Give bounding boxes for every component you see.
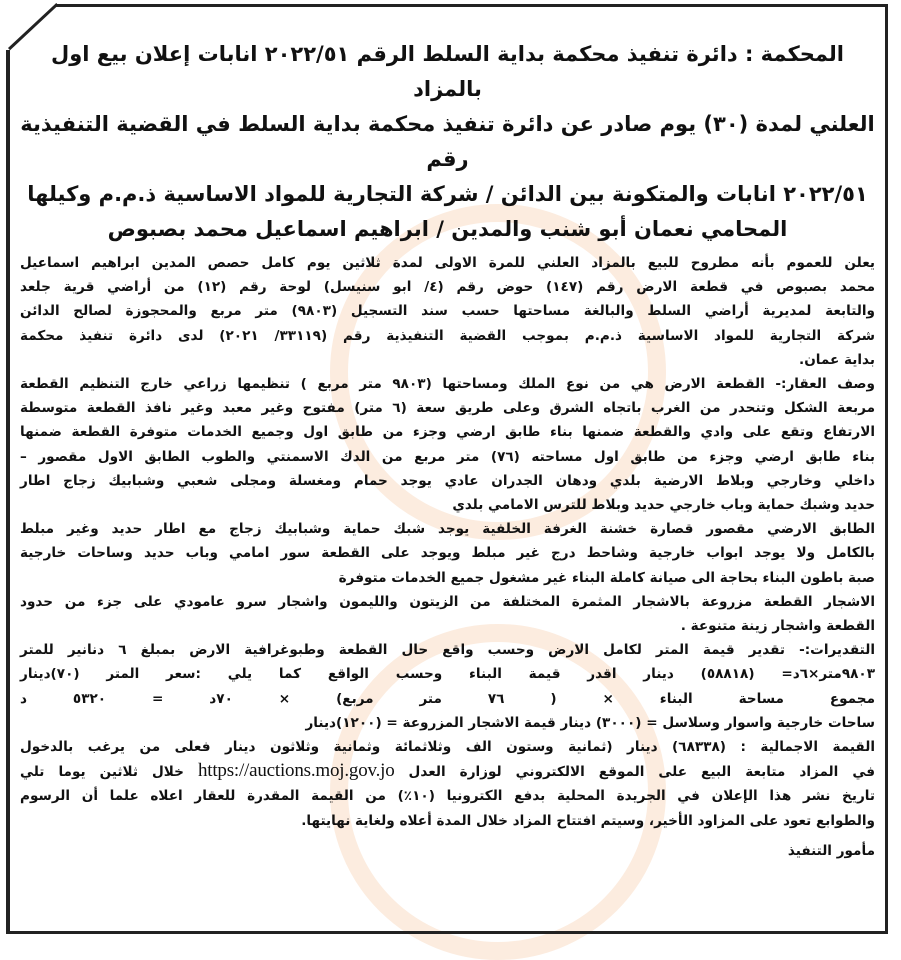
text-line: ٩٨٠٣متر×٦د= (٥٨٨١٨) دينار اقدر قيمة البناء وحسب الواقع كما يلي :سعر المتر (٧٠)دينار (20, 666, 876, 683)
text-line: تاريخ نشر هذا الإعلان في الجريدة المحلية بدفع الكترونيا (١٠٪) من القيمة المقدرة للعقار اعلاه علما أن الرسوم (20, 788, 875, 805)
text-line: القيمة الاجمالية : (٦٨٣٣٨) دينار (ثمانية وستون الف وثلاثمائة وثمانية وثلاثون دينار فعلى من يرغب بالدخول (20, 739, 875, 756)
auction-website-link[interactable]: https://auctions.moj.gov.jo (197, 760, 395, 782)
headline-line: العلني لمدة (٣٠) يوم صادر عن دائرة تنفيذ محكمة بداية السلط في القضية التنفيذية رقم (20, 112, 875, 171)
text-line: والتابعة لمديرية أراضي السلط والبالغة مساحتها حسب سند التسجيل (٩٨٠٣) متر مربع والمحجوزة لصالح الدائن (20, 303, 875, 320)
paragraph (20, 251, 875, 372)
text-line: بداية عمان. (799, 351, 875, 368)
signature: مأمور التنفيذ (787, 842, 875, 859)
headline-line: المحكمة : دائرة تنفيذ محكمة بداية السلط الرقم ٢٠٢٢/٥١ انابات إعلان بيع اول بالمزاد (50, 42, 845, 101)
text-segment: في المزاد متابعة البيع على الموقع الالكتروني لوزارة العدل (408, 764, 876, 781)
text-line: يعلن للعموم بأنه مطروح للبيع بالمزاد العلني للمرة الاولى لمدة ثلاثين يوم كامل حصص المدين ابراهيم اسماعيل (20, 255, 875, 271)
text-line: بناء طابق ارضي وجزء من طابق اول مساحته (٧٦) متر مربع من الدك الاسمنتي والطوب الطابق الاول مقصور – (20, 448, 875, 465)
paragraph (20, 638, 875, 735)
paragraph (20, 372, 875, 517)
text-line: محمد بصبوص في قطعة الارض رقم (١٤٧) حوض رقم (٤/ ابو سنيسل) لوحة رقم (١٢) من أراضي قرية جلعد (20, 279, 876, 296)
text-line: شركة التجارية للمواد الاساسية ذ.م.م بموجب القضية التنفيذية رقم (٣٣١١٩/ ٢٠٢١) لدى دائرة تنفيذ محكمة (20, 327, 875, 344)
text-line: القطعة واشجار زينة متنوعة . (680, 618, 875, 635)
text-line: صبة باطون البناء بحاجة الى صيانة كاملة البناء غير مشغول جميع الخدمات متوفرة (338, 569, 875, 586)
text-line: والطوابع تعود على المزاود الأخير، وسيتم افتتاح المزاد خلال المدة أعلاه ولغاية نهايتها. (301, 812, 875, 829)
headline-line: المحامي نعمان أبو شنب والمدين / ابراهيم اسماعيل محمد بصبوص (107, 217, 788, 241)
text-line: الارتفاع وتقع على وادي والقطعة ضمنها بناء طابق ارضي وجزء من طابق اول وجميع الخدمات متوفرة القطعة ضمنها (20, 424, 875, 441)
text-line: وصف العقار:- القطعة الارض هي من نوع الملك ومساحتها (٩٨٠٣ متر مربع ) تنظيمها زراعي خارج التنظيم القطعة (20, 376, 875, 393)
notice-headline (20, 37, 875, 247)
text-line: الاشجار القطعة مزروعة بالاشجار المثمرة المختلفة من الزيتون والليمون واشجار سرو عامودي على جزء من حدود (20, 593, 875, 610)
paragraph (20, 735, 875, 833)
notice-frame (6, 4, 888, 934)
headline-line: ٢٠٢٢/٥١ انابات والمتكونة بين الدائن / شركة التجارية للمواد الاساسية ذ.م.م وكيلها (27, 182, 868, 206)
text-line: بالكامل ولا يوجد ابواب خارجية وشاحط درج غير مبلط ويوجد على القطعة سور امامي وباب حديد وساحات خارجية (20, 545, 875, 562)
text-line: داخلي وخارجي وبلاط الارضية بلدي ودهان الجدران عادي يوجد حمام ومغسلة ومجلى شعبي وشبابيك زجاج اطار (20, 472, 875, 489)
text-line: مجموع مساحة البناء × ( ٧٦ متر مربع) × ٧٠د = ٥٣٢٠ د (20, 690, 875, 707)
text-segment: خلال ثلاثين يوما تلي (20, 764, 184, 781)
text-line: الطابق الارضي مقصور قصارة خشنة الغرفة الخلفية يوجد شبك حماية وشبابيك زجاج مع اطار حديد وغير مبلط (20, 521, 875, 538)
text-line: التقديرات:- تقدير قيمة المتر لكامل الارض وحسب واقع حال القطعة وطبوغرافية الارض بمبلغ ٦ دنانير للمتر (20, 642, 875, 659)
paragraph (20, 590, 875, 638)
text-line: ساحات خارجية واسوار وسلاسل = (٣٠٠٠) دينار قيمة الاشجار المزروعة = (١٢٠٠)دينار (305, 714, 875, 731)
paragraph (20, 517, 875, 590)
text-line: مربعة الشكل وتنحدر من الغرب باتجاه الشرق وعلى طريق سعة (٦ متر) مفتوح وغير معبد وغير نافذ القطعة متوسطة (20, 400, 875, 417)
text-line (20, 759, 875, 784)
text-line: حديد وشبك حماية وباب خارجي حديد وبلاط للترس الامامي بلدي (452, 497, 875, 514)
notice-body (20, 251, 875, 863)
